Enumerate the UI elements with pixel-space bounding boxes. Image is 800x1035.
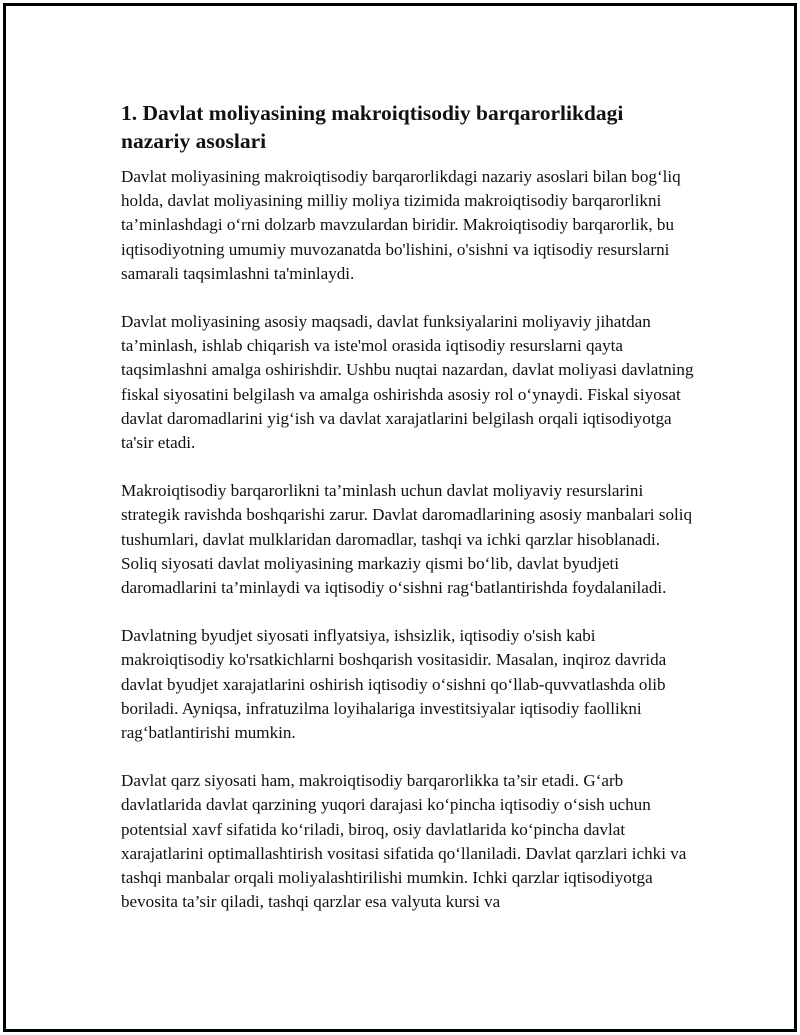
page-frame	[3, 3, 797, 1032]
paragraph-4: Davlatning byudjet siyosati inflyatsiya, ishsizlik, iqtisodiy o'sish kabi makroiqtisodiy ko'rsatkichlarni boshqarish vositasidir. Masalan, inqiroz davrida davlat byudjet xarajatlarini oshirish iqtisodiy o‘sishni qo‘llab-quvvatlashda olib boriladi. Ayniqsa, infratuzilma loyihalariga investitsiyalar iqtisodiy faollikni rag‘batlantirishi mumkin.	[121, 626, 667, 743]
section-heading: 1. Davlat moliyasining makroiqtisodiy barqarorlikdagi nazariy asoslari	[121, 101, 624, 153]
paragraph-5: Davlat qarz siyosati ham, makroiqtisodiy barqarorlikka ta’sir etadi. G‘arb davlatlarida davlat qarzining yuqori darajasi ko‘pincha iqtisodiy o‘sish uchun potentsial xavf sifatida ko‘riladi, biroq, osiy davlatlarida ko‘pincha davlat xarajatlarini optimallashtirish vositasi sifatida qo‘llaniladi. Davlat qarzlari ichki va tashqi manbalar orqali moliyalashtirilishi mumkin. Ichki qarzlar iqtisodiyotga bevosita ta’sir qiladi, tashqi qarzlar esa valyuta kursi va	[121, 771, 687, 912]
paragraph-1: Davlat moliyasining makroiqtisodiy barqarorlikdagi nazariy asoslari bilan bog‘liq holda, davlat moliyasining milliy moliya tizimida makroiqtisodiy barqarorlikni ta’minlashdagi o‘rni dolzarb mavzulardan biridir. Makroiqtisodiy barqarorlik, bu iqtisodiyotning umumiy muvozanatda bo'lishini, o'sishni va iqtisodiy resurslarni samarali taqsimlashni ta'minlaydi.	[121, 167, 681, 283]
document-body	[121, 99, 696, 938]
paragraph-3: Makroiqtisodiy barqarorlikni ta’minlash uchun davlat moliyaviy resurslarini strategik ravishda boshqarishi zarur. Davlat daromadlarining asosiy manbalari soliq tushumlari, davlat mulklaridan daromadlar, tashqi va ichki qarzlar hisoblanadi. Soliq siyosati davlat moliyasining markaziy qismi bo‘lib, davlat byudjeti daromadlarini ta’minlaydi va iqtisodiy o‘sishni rag‘batlantirishda foydalaniladi.	[121, 481, 693, 598]
paragraph-2: Davlat moliyasining asosiy maqsadi, davlat funksiyalarini moliyaviy jihatdan ta’minlash, ishlab chiqarish va iste'mol orasida iqtisodiy resurslarni qayta taqsimlashni amalga oshirishdir. Ushbu nuqtai nazardan, davlat moliyasi davlatning fiskal siyosatini belgilash va amalga oshirishda asosiy rol o‘ynaydi. Fiskal siyosat davlat daromadlarini yig‘ish va davlat xarajatlarini belgilash orqali iqtisodiyotga ta'sir etadi.	[121, 312, 694, 453]
